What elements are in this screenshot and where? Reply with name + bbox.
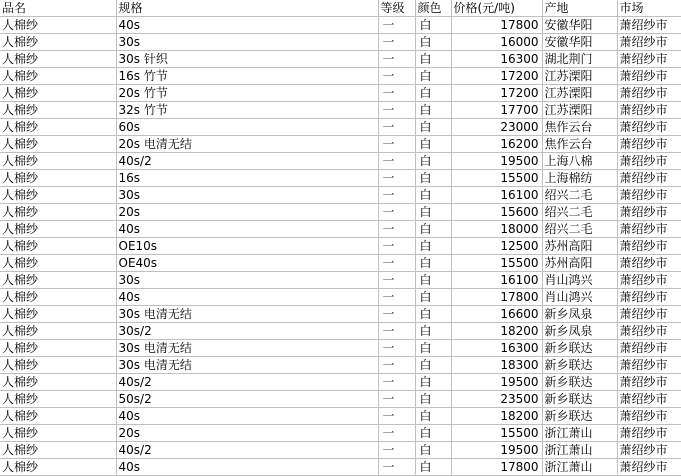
cell-name[interactable]: 人棉纱 [0, 51, 116, 68]
header-origin[interactable]: 产地 [542, 0, 617, 17]
cell-price[interactable]: 17200 [451, 85, 542, 102]
cell-spec[interactable]: 32s 竹节 [116, 102, 378, 119]
cell-market[interactable]: 萧绍纱市 [617, 221, 681, 238]
cell-grade[interactable]: 一 [378, 221, 415, 238]
table-row [0, 34, 681, 51]
cell-color[interactable]: 白 [415, 119, 451, 136]
cell-origin[interactable]: 焦作云台 [542, 136, 617, 153]
cell-price[interactable]: 17800 [451, 289, 542, 306]
cell-origin[interactable]: 新乡联达 [542, 340, 617, 357]
cell-color[interactable]: 白 [415, 408, 451, 425]
cell-price[interactable]: 16000 [451, 34, 542, 51]
table-row [0, 272, 681, 289]
table-row [0, 255, 681, 272]
cell-name[interactable]: 人棉纱 [0, 391, 116, 408]
cell-price[interactable]: 23000 [451, 119, 542, 136]
cell-grade[interactable]: 一 [378, 170, 415, 187]
cell-price[interactable]: 16200 [451, 136, 542, 153]
cell-color[interactable]: 白 [415, 153, 451, 170]
cell-spec[interactable]: 20s 电清无结 [116, 136, 378, 153]
cell-grade[interactable]: 一 [378, 306, 415, 323]
cell-color[interactable]: 白 [415, 238, 451, 255]
cell-name[interactable]: 人棉纱 [0, 459, 116, 476]
cell-spec[interactable]: 40s [116, 459, 378, 476]
cell-price[interactable]: 17700 [451, 102, 542, 119]
cell-origin[interactable]: 江苏溧阳 [542, 68, 617, 85]
cell-origin[interactable]: 湖北荆门 [542, 51, 617, 68]
cell-market[interactable]: 萧绍纱市 [617, 204, 681, 221]
table-row [0, 51, 681, 68]
cell-color[interactable]: 白 [415, 17, 451, 34]
cell-grade[interactable]: 一 [378, 68, 415, 85]
cell-name[interactable]: 人棉纱 [0, 187, 116, 204]
table-row [0, 136, 681, 153]
cell-origin[interactable]: 苏州高阳 [542, 255, 617, 272]
header-color[interactable]: 颜色 [415, 0, 451, 17]
cell-spec[interactable]: 40s/2 [116, 442, 378, 459]
cell-market[interactable]: 萧绍纱市 [617, 34, 681, 51]
table-row [0, 102, 681, 119]
cell-origin[interactable]: 安徽华阳 [542, 17, 617, 34]
cell-origin[interactable]: 绍兴二毛 [542, 221, 617, 238]
cell-name[interactable]: 人棉纱 [0, 119, 116, 136]
header-grade[interactable]: 等级 [378, 0, 415, 17]
table-row [0, 17, 681, 34]
cell-color[interactable]: 白 [415, 459, 451, 476]
cell-grade[interactable]: 一 [378, 459, 415, 476]
cell-market[interactable]: 萧绍纱市 [617, 323, 681, 340]
cell-grade[interactable]: 一 [378, 119, 415, 136]
cell-grade[interactable]: 一 [378, 34, 415, 51]
cell-name[interactable]: 人棉纱 [0, 340, 116, 357]
cell-market[interactable]: 萧绍纱市 [617, 187, 681, 204]
cell-origin[interactable]: 上海棉纺 [542, 170, 617, 187]
cell-price[interactable]: 12500 [451, 238, 542, 255]
cell-spec[interactable]: OE40s [116, 255, 378, 272]
cell-name[interactable]: 人棉纱 [0, 374, 116, 391]
table-row [0, 289, 681, 306]
cell-name[interactable]: 人棉纱 [0, 204, 116, 221]
cell-origin[interactable]: 浙江萧山 [542, 459, 617, 476]
cell-color[interactable]: 白 [415, 102, 451, 119]
cell-name[interactable]: 人棉纱 [0, 442, 116, 459]
cell-color[interactable]: 白 [415, 204, 451, 221]
cell-color[interactable]: 白 [415, 272, 451, 289]
table-row [0, 119, 681, 136]
cell-name[interactable]: 人棉纱 [0, 136, 116, 153]
cell-price[interactable]: 15500 [451, 425, 542, 442]
table-row [0, 85, 681, 102]
cell-price[interactable]: 17200 [451, 68, 542, 85]
cell-grade[interactable]: 一 [378, 255, 415, 272]
cell-spec[interactable]: 20s [116, 204, 378, 221]
cell-origin[interactable]: 绍兴二毛 [542, 187, 617, 204]
table-row [0, 170, 681, 187]
cell-color[interactable]: 白 [415, 442, 451, 459]
cell-market[interactable]: 萧绍纱市 [617, 170, 681, 187]
cell-price[interactable]: 18200 [451, 323, 542, 340]
cell-grade[interactable]: 一 [378, 51, 415, 68]
cell-market[interactable]: 萧绍纱市 [617, 408, 681, 425]
cell-price[interactable]: 15600 [451, 204, 542, 221]
cell-price[interactable]: 18300 [451, 357, 542, 374]
cell-color[interactable]: 白 [415, 340, 451, 357]
cell-price[interactable]: 18200 [451, 408, 542, 425]
table-row [0, 153, 681, 170]
cell-market[interactable]: 萧绍纱市 [617, 153, 681, 170]
table-row [0, 306, 681, 323]
cell-color[interactable]: 白 [415, 391, 451, 408]
cell-origin[interactable]: 苏州高阳 [542, 238, 617, 255]
cell-color[interactable]: 白 [415, 357, 451, 374]
cell-color[interactable]: 白 [415, 425, 451, 442]
cell-spec[interactable]: 40s [116, 289, 378, 306]
cell-market[interactable]: 萧绍纱市 [617, 17, 681, 34]
cell-name[interactable]: 人棉纱 [0, 425, 116, 442]
cell-spec[interactable]: OE10s [116, 238, 378, 255]
cell-spec[interactable]: 20s 竹节 [116, 85, 378, 102]
cell-name[interactable]: 人棉纱 [0, 255, 116, 272]
cell-origin[interactable]: 安徽华阳 [542, 34, 617, 51]
header-market[interactable]: 市场 [617, 0, 681, 17]
cell-origin[interactable]: 江苏溧阳 [542, 85, 617, 102]
cell-price[interactable]: 18000 [451, 221, 542, 238]
cell-name[interactable]: 人棉纱 [0, 238, 116, 255]
cell-color[interactable]: 白 [415, 306, 451, 323]
cell-grade[interactable]: 一 [378, 442, 415, 459]
table-row [0, 391, 681, 408]
cell-market[interactable]: 萧绍纱市 [617, 289, 681, 306]
table-row [0, 459, 681, 476]
header-row [0, 0, 681, 17]
cell-spec[interactable]: 30s 电清无结 [116, 306, 378, 323]
cell-name[interactable]: 人棉纱 [0, 289, 116, 306]
cell-name[interactable]: 人棉纱 [0, 85, 116, 102]
cell-price[interactable]: 19500 [451, 374, 542, 391]
table-row [0, 442, 681, 459]
cell-origin[interactable]: 新乡凤泉 [542, 323, 617, 340]
cell-market[interactable]: 萧绍纱市 [617, 340, 681, 357]
table-row [0, 238, 681, 255]
cell-grade[interactable]: 一 [378, 204, 415, 221]
cell-price[interactable]: 16100 [451, 272, 542, 289]
cell-market[interactable]: 萧绍纱市 [617, 255, 681, 272]
cell-price[interactable]: 16300 [451, 340, 542, 357]
cell-name[interactable]: 人棉纱 [0, 34, 116, 51]
cell-grade[interactable]: 一 [378, 289, 415, 306]
cell-market[interactable]: 萧绍纱市 [617, 272, 681, 289]
cell-grade[interactable]: 一 [378, 102, 415, 119]
cell-spec[interactable]: 30s 电清无结 [116, 357, 378, 374]
cell-origin[interactable]: 江苏溧阳 [542, 102, 617, 119]
cell-origin[interactable]: 新乡联达 [542, 408, 617, 425]
cell-spec[interactable]: 40s [116, 221, 378, 238]
cell-name[interactable]: 人棉纱 [0, 323, 116, 340]
cell-price[interactable]: 23500 [451, 391, 542, 408]
cell-spec[interactable]: 60s [116, 119, 378, 136]
cell-market[interactable]: 萧绍纱市 [617, 442, 681, 459]
cell-market[interactable]: 萧绍纱市 [617, 306, 681, 323]
cell-price[interactable]: 16300 [451, 51, 542, 68]
cell-grade[interactable]: 一 [378, 85, 415, 102]
cell-market[interactable]: 萧绍纱市 [617, 85, 681, 102]
header-spec[interactable]: 规格 [116, 0, 378, 17]
table-row [0, 340, 681, 357]
table-row [0, 68, 681, 85]
cell-origin[interactable]: 浙江萧山 [542, 442, 617, 459]
header-price[interactable]: 价格(元/吨) [451, 0, 542, 17]
cell-market[interactable]: 萧绍纱市 [617, 136, 681, 153]
table-row [0, 408, 681, 425]
cell-spec[interactable]: 50s/2 [116, 391, 378, 408]
cell-spec[interactable]: 40s [116, 408, 378, 425]
cell-spec[interactable]: 30s [116, 272, 378, 289]
cell-price[interactable]: 15500 [451, 170, 542, 187]
cell-spec[interactable]: 20s [116, 425, 378, 442]
table-row [0, 221, 681, 238]
cell-color[interactable]: 白 [415, 68, 451, 85]
cell-price[interactable]: 16100 [451, 187, 542, 204]
cell-origin[interactable]: 焦作云台 [542, 119, 617, 136]
cell-market[interactable]: 萧绍纱市 [617, 51, 681, 68]
table-row [0, 425, 681, 442]
cell-origin[interactable]: 上海八棉 [542, 153, 617, 170]
cell-price[interactable]: 17800 [451, 17, 542, 34]
cell-name[interactable]: 人棉纱 [0, 272, 116, 289]
cell-market[interactable]: 萧绍纱市 [617, 238, 681, 255]
header-name[interactable]: 品名 [0, 0, 116, 17]
cell-name[interactable]: 人棉纱 [0, 306, 116, 323]
cell-market[interactable]: 萧绍纱市 [617, 68, 681, 85]
cell-color[interactable]: 白 [415, 136, 451, 153]
cell-color[interactable]: 白 [415, 255, 451, 272]
cell-color[interactable]: 白 [415, 374, 451, 391]
cell-name[interactable]: 人棉纱 [0, 408, 116, 425]
cell-color[interactable]: 白 [415, 187, 451, 204]
cell-grade[interactable]: 一 [378, 153, 415, 170]
cell-name[interactable]: 人棉纱 [0, 170, 116, 187]
table-row [0, 187, 681, 204]
cell-origin[interactable]: 肖山鸿兴 [542, 289, 617, 306]
cell-origin[interactable]: 绍兴二毛 [542, 204, 617, 221]
cell-spec[interactable]: 40s [116, 17, 378, 34]
table-row [0, 374, 681, 391]
cell-name[interactable]: 人棉纱 [0, 153, 116, 170]
cell-origin[interactable]: 新乡联达 [542, 374, 617, 391]
cell-color[interactable]: 白 [415, 85, 451, 102]
cell-market[interactable]: 萧绍纱市 [617, 119, 681, 136]
cell-grade[interactable]: 一 [378, 357, 415, 374]
cell-origin[interactable]: 新乡联达 [542, 391, 617, 408]
cell-market[interactable]: 萧绍纱市 [617, 459, 681, 476]
cell-price[interactable]: 19500 [451, 442, 542, 459]
cell-price[interactable]: 16600 [451, 306, 542, 323]
cell-name[interactable]: 人棉纱 [0, 17, 116, 34]
cell-spec[interactable]: 30s [116, 187, 378, 204]
cell-spec[interactable]: 16s [116, 170, 378, 187]
cell-market[interactable]: 萧绍纱市 [617, 374, 681, 391]
cell-price[interactable]: 19500 [451, 153, 542, 170]
cell-price[interactable]: 15500 [451, 255, 542, 272]
cell-grade[interactable]: 一 [378, 340, 415, 357]
cell-market[interactable]: 萧绍纱市 [617, 102, 681, 119]
cell-color[interactable]: 白 [415, 221, 451, 238]
cell-color[interactable]: 白 [415, 170, 451, 187]
cell-spec[interactable]: 40s/2 [116, 153, 378, 170]
cell-name[interactable]: 人棉纱 [0, 102, 116, 119]
cell-grade[interactable]: 一 [378, 136, 415, 153]
cell-color[interactable]: 白 [415, 323, 451, 340]
cell-origin[interactable]: 新乡联达 [542, 357, 617, 374]
cell-origin[interactable]: 肖山鸿兴 [542, 272, 617, 289]
cell-name[interactable]: 人棉纱 [0, 68, 116, 85]
cell-name[interactable]: 人棉纱 [0, 357, 116, 374]
cell-spec[interactable]: 40s/2 [116, 374, 378, 391]
cell-spec[interactable]: 30s 电清无结 [116, 340, 378, 357]
cell-origin[interactable]: 新乡凤泉 [542, 306, 617, 323]
cell-color[interactable]: 白 [415, 34, 451, 51]
cell-spec[interactable]: 16s 竹节 [116, 68, 378, 85]
cell-market[interactable]: 萧绍纱市 [617, 425, 681, 442]
cell-grade[interactable]: 一 [378, 238, 415, 255]
cell-name[interactable]: 人棉纱 [0, 221, 116, 238]
cell-color[interactable]: 白 [415, 289, 451, 306]
cell-spec[interactable]: 30s/2 [116, 323, 378, 340]
table-row [0, 204, 681, 221]
table-row [0, 357, 681, 374]
cell-grade[interactable]: 一 [378, 374, 415, 391]
cell-grade[interactable]: 一 [378, 391, 415, 408]
cell-grade[interactable]: 一 [378, 323, 415, 340]
cell-market[interactable]: 萧绍纱市 [617, 357, 681, 374]
table-row [0, 323, 681, 340]
cell-grade[interactable]: 一 [378, 425, 415, 442]
cell-color[interactable]: 白 [415, 51, 451, 68]
cell-spec[interactable]: 30s 针织 [116, 51, 378, 68]
cell-grade[interactable]: 一 [378, 272, 415, 289]
cell-market[interactable]: 萧绍纱市 [617, 391, 681, 408]
cell-spec[interactable]: 30s [116, 34, 378, 51]
cell-grade[interactable]: 一 [378, 187, 415, 204]
cell-grade[interactable]: 一 [378, 17, 415, 34]
cell-price[interactable]: 17800 [451, 459, 542, 476]
cell-origin[interactable]: 浙江萧山 [542, 425, 617, 442]
cell-grade[interactable]: 一 [378, 408, 415, 425]
